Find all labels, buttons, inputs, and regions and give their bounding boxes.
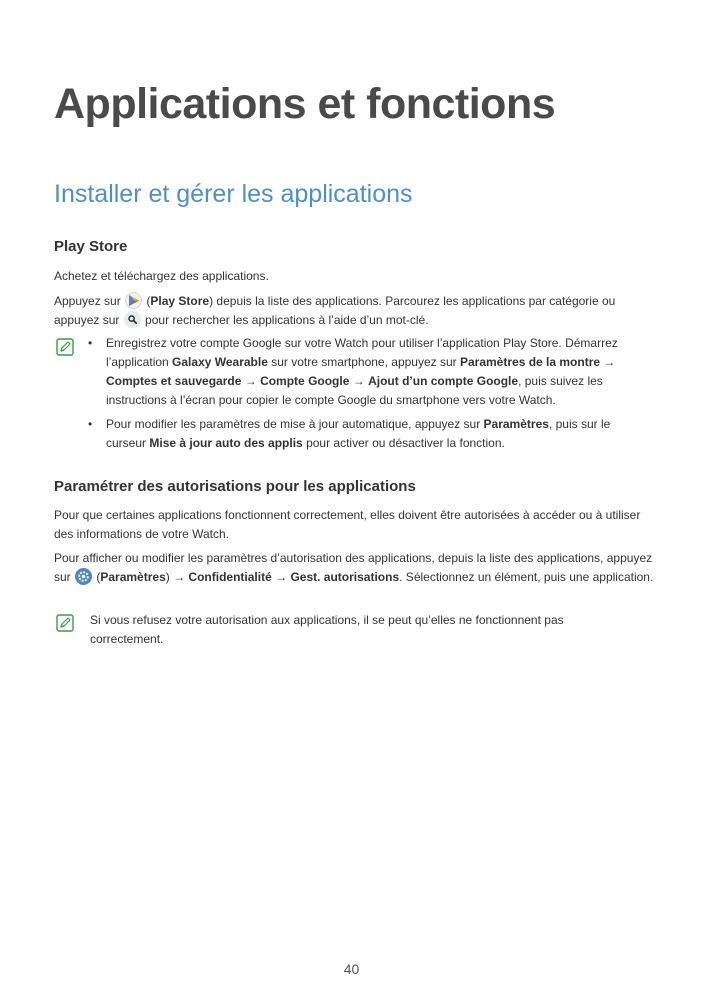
chapter-title: Applications et fonctions (54, 80, 556, 128)
play-store-icon (125, 292, 142, 309)
section-title: Installer et gérer les applications (54, 180, 413, 208)
permissions-intro: Pour que certaines applications fonctionnent correctement, elles doivent être autorisées à accéder ou à utiliser des informations de votre Watch. (54, 508, 641, 541)
note-auto-update: • Pour modifier les paramètres de mise à jour automatique, appuyez sur Paramètres, puis sur le curseur Mise à jour auto des applis pour activer ou désactiver la fonction. (88, 417, 611, 450)
settings-icon (75, 568, 92, 585)
page-number: 40 (343, 961, 360, 977)
note-google-account: • Enregistrez votre compte Google sur votre Watch pour utiliser l’application Play Store. Démarrez l’application Galaxy Wearable sur votre smartphone, appuyez sur Paramètres de la montre → Comptes et sauvegarde → Compte Google → Ajout d’un compte Google, puis suivez les instructions à l’écran pour copier le compte Google du smartphone vers votre Watch. (88, 336, 618, 407)
search-icon (124, 311, 141, 328)
permissions-note: Si vous refusez votre autorisation aux applications, il se peut qu’elles ne fonctionnent pas correctement. (90, 613, 564, 646)
play-store-intro: Achetez et téléchargez des applications. (54, 269, 269, 283)
play-store-instructions: Appuyez sur (Play Store) depuis la liste des applications. Parcourez les applications par catégorie ou appuyez sur pour rechercher les applications à l’aide d’un mot-clé. (54, 294, 616, 327)
permissions-heading: Paramétrer des autorisations pour les applications (54, 478, 416, 495)
note-pencil-icon (56, 338, 74, 356)
play-store-heading: Play Store (54, 238, 128, 255)
note-pencil-icon (56, 614, 74, 632)
play-store-notes (88, 334, 648, 458)
permissions-instructions: Pour afficher ou modifier les paramètres d’autorisation des applications, depuis la liste des applications, appuyez sur (Paramètres) → Confidentialité → Gest. autorisations. Sélectionnez un élément, puis une application. (54, 551, 654, 584)
